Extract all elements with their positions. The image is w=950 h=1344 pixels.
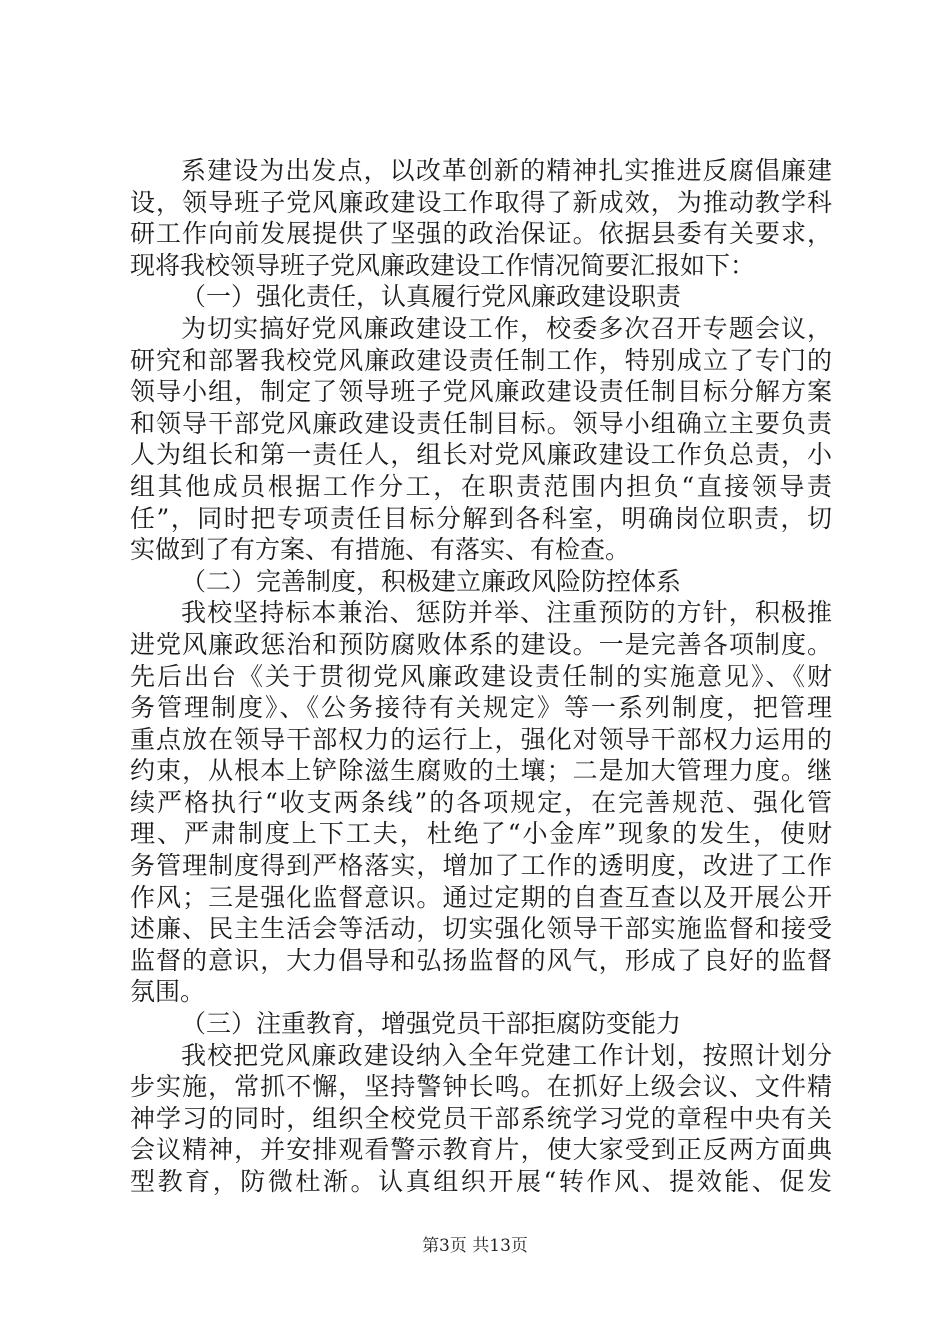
paragraph-line: 进党风廉政惩治和预防腐败体系的建设。一是完善各项制度。: [130, 629, 832, 659]
paragraph-line: 理、严肃制度上下工夫，杜绝了“小金库”现象的发生，使财: [130, 819, 832, 849]
page-footer: 第3页 共13页: [422, 1236, 528, 1256]
paragraph-line: 我校坚持标本兼治、惩防并举、注重预防的方针，积极推: [181, 598, 832, 628]
paragraph-line: 作风；三是强化监督意识。通过定期的自查互查以及开展公开: [130, 882, 832, 912]
section-heading: （二）完善制度，积极建立廉政风险防控体系: [181, 566, 682, 596]
paragraph-line: 务管理制度》、《公务接待有关规定》等一系列制度，把管理: [130, 693, 832, 723]
paragraph-line: 约束，从根本上铲除滋生腐败的土壤；二是加大管理力度。继: [130, 756, 832, 786]
paragraph-line: 研究和部署我校党风廉政建设责任制工作，特别成立了专门的: [130, 345, 832, 375]
paragraph-line: 人为组长和第一责任人，组长对党风廉政建设工作负总责，小: [130, 440, 832, 470]
paragraph-line: 先后出台《关于贯彻党风廉政建设责任制的实施意见》、《财: [130, 661, 832, 691]
paragraph-line: 系建设为出发点，以改革创新的精神扎实推进反腐倡廉建: [181, 156, 832, 185]
paragraph-line: 领导小组，制定了领导班子党风廉政建设责任制目标分解方案: [130, 377, 832, 407]
paragraph-line: 步实施，常抓不懈，坚持警钟长鸣。在抓好上级会议、文件精: [130, 1072, 832, 1102]
paragraph-line: 我校把党风廉政建设纳入全年党建工作计划，按照计划分: [181, 1040, 832, 1070]
paragraph-line: 型教育，防微杜渐。认真组织开展“转作风、提效能、促发: [130, 1167, 832, 1196]
paragraph-line: 研工作向前发展提供了坚强的政治保证。依据县委有关要求，: [130, 219, 832, 249]
paragraph-line: 任”，同时把专项责任目标分解到各科室，明确岗位职责，切: [130, 503, 832, 533]
section-heading: （一）强化责任，认真履行党风廉政建设职责: [181, 282, 682, 312]
paragraph-line: 实做到了有方案、有措施、有落实、有检查。: [130, 535, 631, 565]
paragraph-line: 和领导干部党风廉政建设责任制目标。领导小组确立主要负责: [130, 408, 832, 438]
paragraph-line: 为切实搞好党风廉政建设工作，校委多次召开专题会议，: [181, 313, 832, 343]
paragraph-line: 述廉、民主生活会等活动，切实强化领导干部实施监督和接受: [130, 914, 832, 944]
paragraph-line: 氛围。: [130, 977, 206, 1007]
paragraph-line: 续严格执行“收支两条线”的各项规定，在完善规范、强化管: [130, 787, 832, 817]
section-heading: （三）注重教育，增强党员干部拒腐防变能力: [181, 1009, 682, 1039]
paragraph-line: 组其他成员根据工作分工，在职责范围内担负“直接领导责: [130, 471, 832, 501]
paragraph-line: 神学习的同时，组织全校党员干部系统学习党的章程中央有关: [130, 1103, 832, 1133]
paragraph-line: 现将我校领导班子党风廉政建设工作情况简要汇报如下：: [130, 250, 756, 280]
document-body: [130, 155, 832, 1198]
paragraph-line: 监督的意识，大力倡导和弘扬监督的风气，形成了良好的监督: [130, 945, 832, 975]
paragraph-line: 重点放在领导干部权力的运行上，强化对领导干部权力运用的: [130, 724, 832, 754]
paragraph-line: 设，领导班子党风廉政建设工作取得了新成效，为推动教学科: [130, 187, 832, 217]
paragraph-line: 会议精神，并安排观看警示教育片，使大家受到正反两方面典: [130, 1135, 832, 1165]
paragraph-line: 务管理制度得到严格落实，增加了工作的透明度，改进了工作: [130, 851, 832, 881]
